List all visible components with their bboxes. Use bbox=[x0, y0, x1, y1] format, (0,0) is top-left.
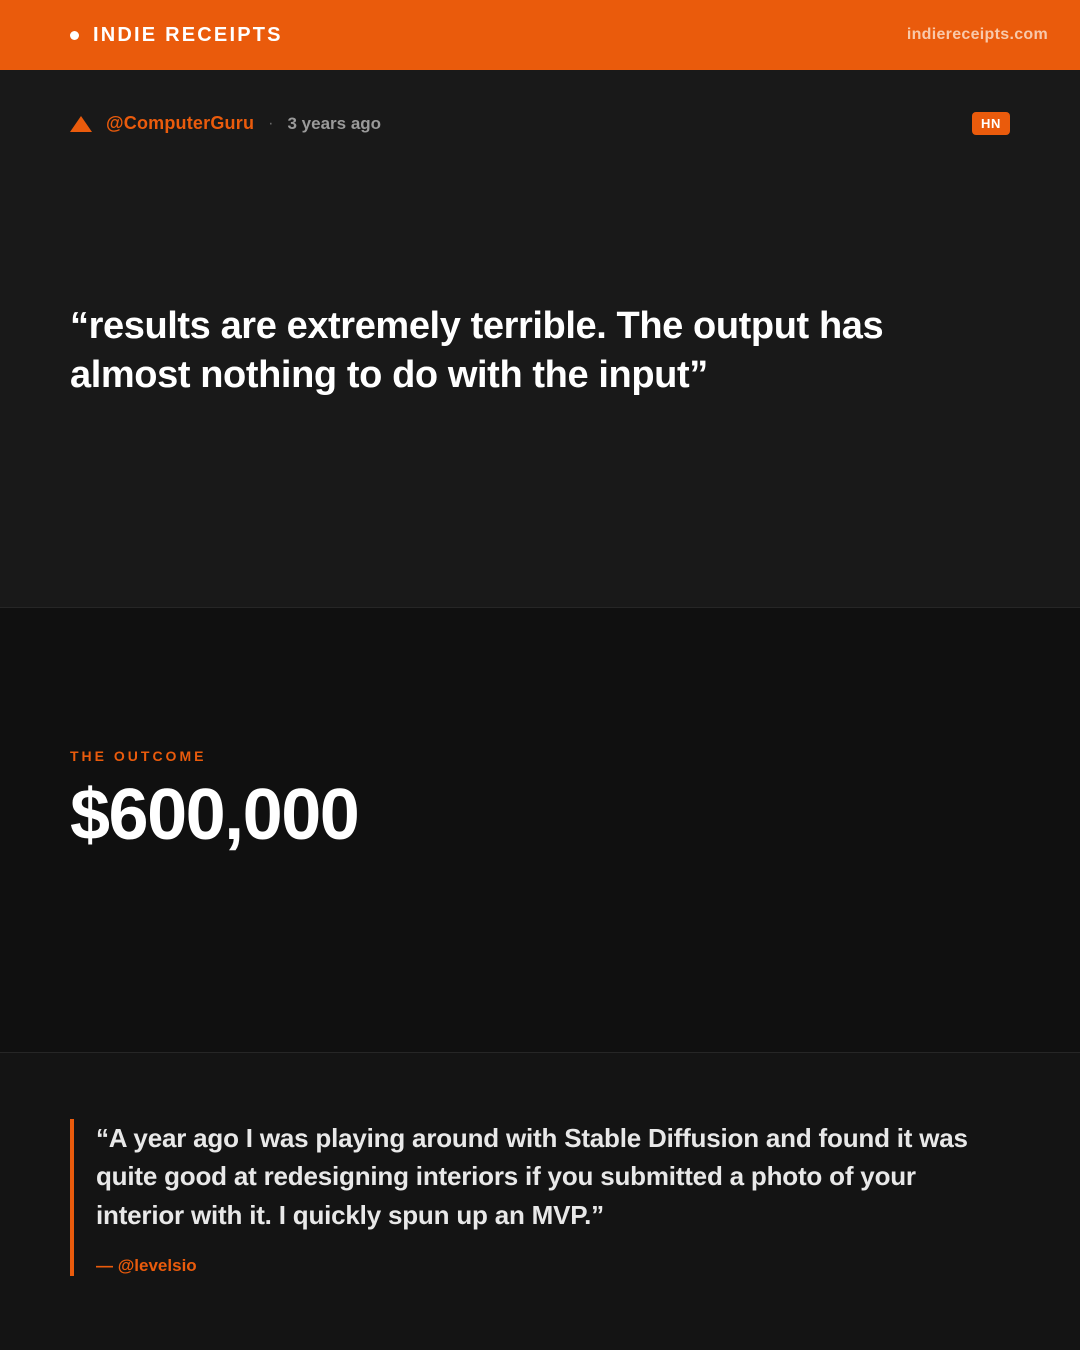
story-attribution[interactable]: — @levelsio bbox=[96, 1256, 197, 1276]
meta-separator: · bbox=[268, 114, 274, 132]
upvote-triangle-icon bbox=[70, 116, 92, 132]
outcome-label: THE OUTCOME bbox=[70, 748, 207, 764]
outcome-value: $600,000 bbox=[70, 775, 359, 855]
story-blockquote bbox=[70, 1119, 1010, 1276]
story-panel bbox=[0, 1052, 1080, 1350]
story-quote: “A year ago I was playing around with Stable Diffusion and found it was quite good at redesigning interiors if you submitted a photo of your interior with it. I quickly spun up an MVP.” bbox=[96, 1123, 968, 1230]
headline-quote: “results are extremely terrible. The output has almost nothing to do with the input” bbox=[70, 305, 884, 396]
outcome-panel bbox=[0, 607, 1080, 1052]
brand-name: INDIE RECEIPTS bbox=[93, 23, 283, 46]
top-bar bbox=[0, 0, 1080, 70]
quote-panel bbox=[0, 70, 1080, 607]
post-meta-left bbox=[70, 113, 381, 134]
site-url: indiereceipts.com bbox=[906, 26, 1048, 43]
brand bbox=[70, 24, 283, 47]
post-handle[interactable]: @ComputerGuru bbox=[106, 113, 255, 133]
dot-icon bbox=[70, 31, 79, 40]
quote-container bbox=[70, 135, 1010, 607]
source-badge: HN bbox=[972, 112, 1010, 135]
post-timestamp: 3 years ago bbox=[287, 113, 382, 133]
post-meta bbox=[70, 70, 1010, 135]
